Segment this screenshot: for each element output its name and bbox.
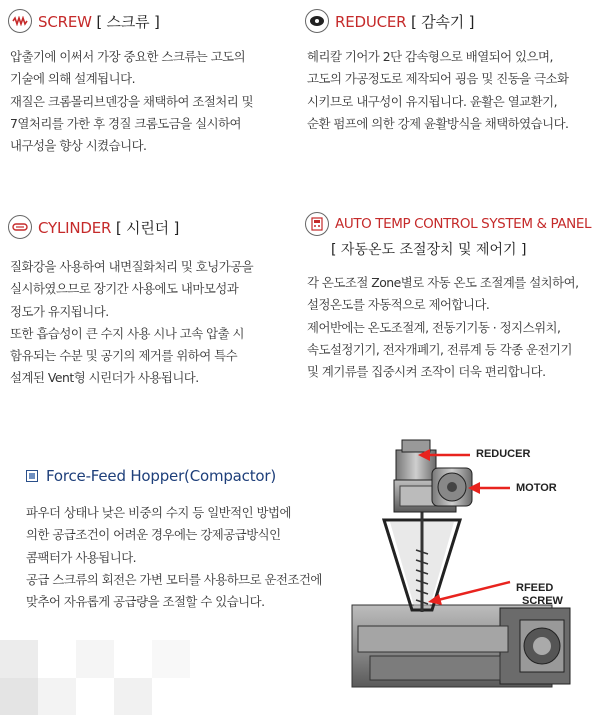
screw-icon	[8, 9, 32, 33]
hopper-title: Force-Feed Hopper(Compactor)	[46, 467, 276, 485]
reducer-title: REDUCER [ 감속기 ]	[335, 12, 475, 31]
feed-screw-label: RFEED SCREW	[516, 582, 563, 607]
background-square	[0, 640, 38, 678]
screw-section	[8, 9, 298, 157]
bullet-square-icon	[26, 470, 38, 482]
cylinder-description: 질화강을 사용하여 내면질화처리 및 호닝가공을 실시하였으므로 장기간 사용에도 내마모성과 정도가 유지됩니다. 또한 흡습성이 큰 수지 사용 시나 고속 압출 시 함유되는 수분 및 공기의 제거를 위하여 특수 설계된 Vent형 시린더가 사용됩니다.	[10, 259, 254, 386]
reducer-header	[305, 9, 600, 33]
background-square	[152, 640, 190, 678]
hopper-description: 파우더 상태나 낮은 비중의 수지 등 일반적인 방법에 의한 공급조건이 어려운 경우에는 강제공급방식인 콤팩터가 사용됩니다. 공급 스크류의 회전은 가변 모터를 사용하므로 운전조건에 맞추어 자유롭게 공급량을 조절할 수 있습니다.	[26, 505, 322, 610]
gear-icon	[305, 9, 329, 33]
cylinder-section	[8, 215, 298, 390]
screw-header	[8, 9, 298, 33]
cylinder-header	[8, 215, 298, 239]
reducer-section	[305, 9, 600, 135]
machine-illustration	[350, 430, 604, 715]
cylinder-icon	[8, 215, 32, 239]
auto-temp-description: 각 온도조절 Zone별로 자동 온도 조절계를 설치하여, 설정온도를 자동적으로 제어합니다. 제어반에는 온도조절계, 전동기기동 · 정지스위치, 속도설정기기, 전자개폐기, 전류계 등 각종 운전기기 및 계기류를 집중시켜 조작이 더욱 편리합니다.	[307, 275, 579, 380]
control-panel-icon	[305, 212, 329, 236]
hopper-section	[26, 467, 356, 613]
background-square	[38, 678, 76, 715]
screw-title: SCREW [ 스크류 ]	[38, 12, 160, 31]
reducer-label: REDUCER	[476, 448, 531, 460]
motor-label: MOTOR	[516, 482, 557, 494]
background-square	[0, 678, 38, 715]
background-square	[76, 640, 114, 678]
auto-temp-subtitle: [ 자동온도 조절장치 및 제어기 ]	[331, 242, 527, 258]
hopper-header	[26, 467, 356, 485]
auto-temp-section	[305, 212, 603, 383]
background-square	[114, 678, 152, 715]
reducer-description: 헤리칼 기어가 2단 감속형으로 배열되어 있으며, 고도의 가공정도로 제작되어 굉음 및 진동을 극소화 시키므로 내구성이 유지됩니다. 윤활은 열교환기, 순환 펌프에 의한 강제 윤활방식을 채택하였습니다.	[307, 49, 569, 131]
cylinder-title: CYLINDER [ 시린더 ]	[38, 218, 180, 237]
hopper-diagram	[350, 430, 604, 715]
auto-temp-title: AUTO TEMP CONTROL SYSTEM & PANEL	[335, 216, 592, 232]
auto-temp-header	[305, 212, 603, 236]
screw-description: 압출기에 이써서 가장 중요한 스크류는 고도의 기술에 의해 설계됩니다. 재질은 크롬몰리브덴강을 채택하여 조절처리 및 7열처리를 가한 후 경질 크롬도금을 실시하여 내구성을 향상 시켰습니다.	[10, 49, 254, 154]
